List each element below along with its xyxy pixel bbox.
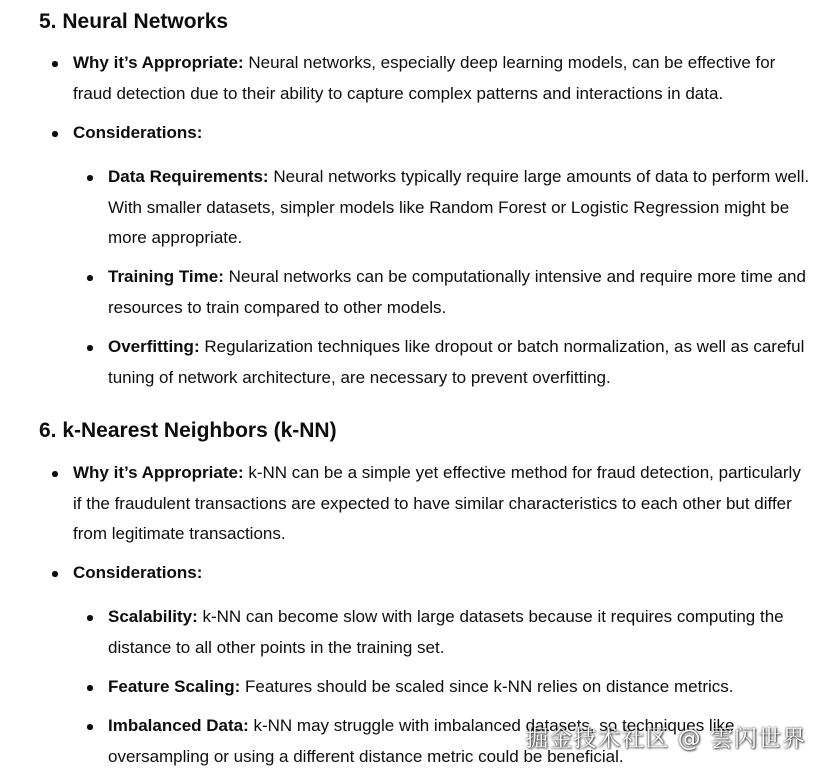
item-label: Overfitting: xyxy=(108,337,200,356)
bullet-icon xyxy=(87,175,93,181)
item-label: Why it’s Appropriate: xyxy=(73,53,244,72)
list-item-training-time xyxy=(108,262,813,323)
item-text: Neural networks can be computationally intensive and require more time and resources to train compared to other models. xyxy=(108,267,806,317)
item-label: Imbalanced Data: xyxy=(108,716,249,735)
item-label: Considerations: xyxy=(73,563,203,582)
list-item-data-requirements xyxy=(108,162,813,254)
item-text: Neural networks typically require large amounts of data to perform well. With smaller datasets, simpler models like Random Forest or Logistic Regression might be more appropriate. xyxy=(108,167,810,247)
bullet-icon xyxy=(87,724,93,730)
bullet-icon xyxy=(52,571,58,577)
bullet-icon xyxy=(87,275,93,281)
list-item-considerations xyxy=(73,118,813,149)
watermark: 掘金技术社区 @ 雲闪世界 xyxy=(525,726,806,752)
list-item-overfitting xyxy=(108,332,813,393)
item-label: Training Time: xyxy=(108,267,224,286)
item-text: Regularization techniques like dropout or batch normalization, as well as careful tuning of network architecture, are necessary to prevent overfitting. xyxy=(108,337,805,387)
list-item-scalability xyxy=(108,602,813,663)
item-label: Scalability: xyxy=(108,607,198,626)
bullet-icon xyxy=(52,471,58,477)
item-label: Feature Scaling: xyxy=(108,677,241,696)
section-heading-neural-networks: 5. Neural Networks xyxy=(39,10,229,33)
bullet-icon xyxy=(87,615,93,621)
item-label: Why it’s Appropriate: xyxy=(73,463,244,482)
list-item-considerations xyxy=(73,558,813,589)
section-heading-knn: 6. k-Nearest Neighbors (k-NN) xyxy=(39,419,337,442)
bullet-icon xyxy=(87,345,93,351)
item-text: k-NN can be a simple yet effective method for fraud detection, particularly if the fraudulent transactions are expected to have similar characteristics to each other but differ from legitimate transactions. xyxy=(73,463,801,543)
item-text: Features should be scaled since k-NN relies on distance metrics. xyxy=(240,677,734,696)
item-label: Data Requirements: xyxy=(108,167,269,186)
item-label: Considerations: xyxy=(73,123,203,142)
list-item-why-appropriate xyxy=(73,48,813,109)
bullet-icon xyxy=(52,61,58,67)
bullet-icon xyxy=(87,685,93,691)
bullet-icon xyxy=(52,131,58,137)
list-item-feature-scaling xyxy=(108,672,813,703)
item-text: k-NN may struggle with imbalanced datasets, so techniques like oversampling or using a different distance metric could be beneficial. xyxy=(108,716,735,766)
item-text: k-NN can become slow with large datasets because it requires computing the distance to all other points in the training set. xyxy=(108,607,784,657)
item-text: Neural networks, especially deep learning models, can be effective for fraud detection due to their ability to capture complex patterns and interactions in data. xyxy=(73,53,776,103)
list-item-why-appropriate xyxy=(73,458,813,550)
